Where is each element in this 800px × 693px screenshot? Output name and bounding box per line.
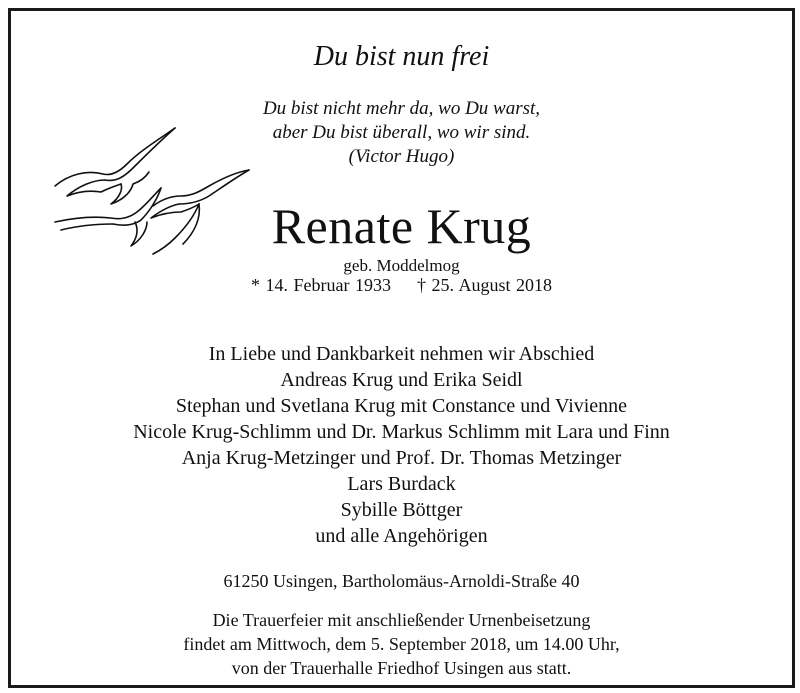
obituary-frame	[8, 8, 795, 688]
mourner-line: Lars Burdack	[347, 473, 456, 495]
mourner-line: Anja Krug-Metzinger und Prof. Dr. Thomas Metzinger	[181, 447, 622, 469]
motto-heading: Du bist nun frei	[313, 41, 490, 72]
birth-date: * 14. Februar 1933	[251, 275, 391, 295]
deceased-name: Renate Krug	[271, 198, 532, 254]
funeral-info-line: findet am Mittwoch, dem 5. September 2018, um 14.00 Uhr,	[183, 634, 620, 654]
mourner-line: Stephan und Svetlana Krug mit Constance und Vivienne	[175, 395, 628, 417]
quote-line: Du bist nicht mehr da, wo Du warst,	[262, 98, 541, 119]
farewell-line: In Liebe und Dankbarkeit nehmen wir Abschied	[208, 343, 595, 365]
quote-line: aber Du bist überall, wo wir sind.	[272, 122, 531, 143]
funeral-info-line: von der Trauerhalle Friedhof Usingen aus statt.	[231, 658, 572, 678]
mourner-line: und alle Angehörigen	[315, 525, 488, 547]
maiden-name: geb. Moddelmog	[343, 256, 460, 275]
mourner-line: Sybille Böttger	[340, 499, 463, 521]
quote-author: (Victor Hugo)	[348, 146, 455, 167]
funeral-info-line: Die Trauerfeier mit anschließender Urnenbeisetzung	[212, 610, 591, 630]
life-dates	[11, 275, 792, 296]
mourner-line: Andreas Krug und Erika Seidl	[280, 369, 523, 391]
mourner-line: Nicole Krug-Schlimm und Dr. Markus Schlimm mit Lara und Finn	[133, 421, 670, 443]
death-date: † 25. August 2018	[416, 275, 552, 295]
family-address: 61250 Usingen, Bartholomäus-Arnoldi-Straße 40	[223, 571, 580, 591]
